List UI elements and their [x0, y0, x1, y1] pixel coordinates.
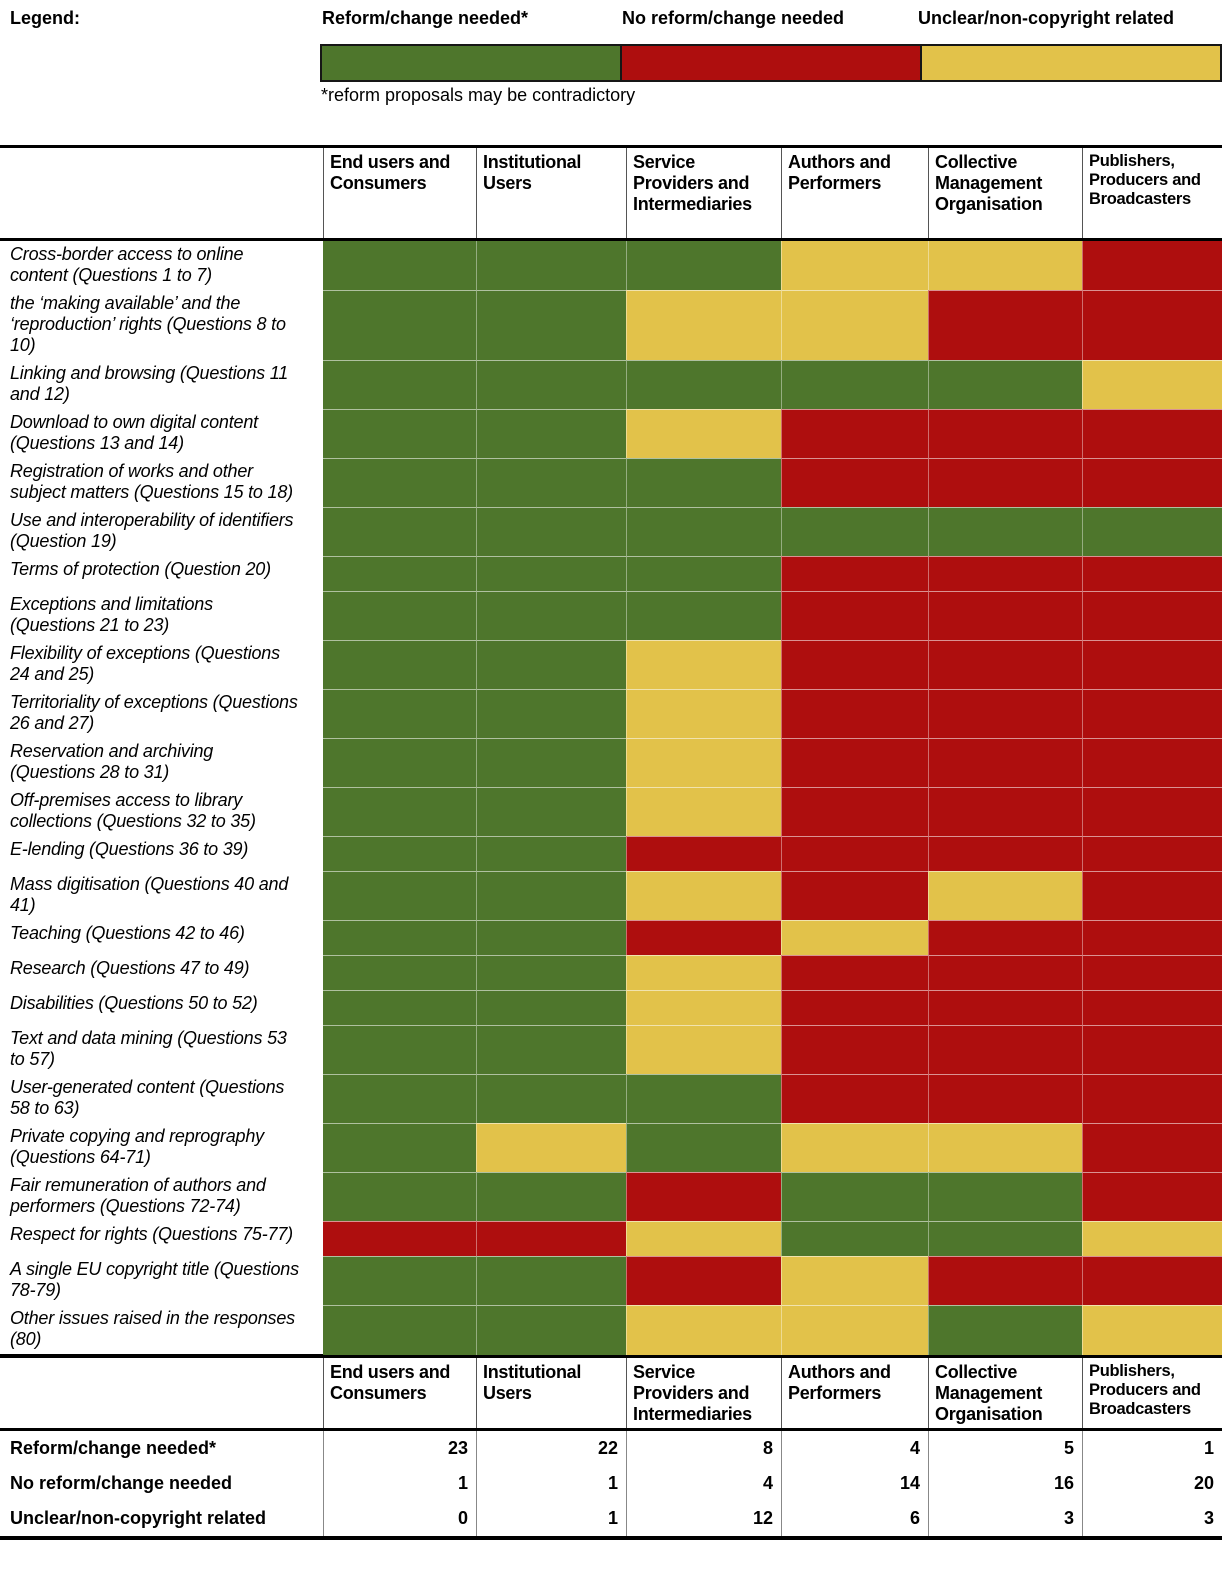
- heatmap-cell: [1082, 640, 1222, 690]
- row-label: Exceptions and limitations (Questions 21 to 23): [10, 594, 213, 635]
- heatmap-cell: [476, 241, 626, 290]
- heatmap-cell: [323, 1221, 476, 1257]
- heatmap-cell: [1082, 241, 1222, 290]
- heatmap-cell: [626, 1123, 781, 1173]
- heatmap-cell: [323, 360, 476, 410]
- heatmap-cell: [781, 458, 928, 508]
- heatmap-row: [0, 556, 1222, 591]
- row-label: Mass digitisation (Questions 40 and 41): [10, 874, 289, 915]
- heatmap-cell: [476, 1172, 626, 1222]
- summary-value: 3: [928, 1501, 1082, 1536]
- heatmap-cell: [323, 458, 476, 508]
- heatmap-cell: [928, 241, 1082, 290]
- row-label: Reservation and archiving (Questions 28 to 31): [10, 741, 214, 782]
- heatmap-row: [0, 920, 1222, 955]
- column-header: Institutional Users: [476, 1358, 626, 1428]
- heatmap-cell: [781, 1172, 928, 1222]
- summary-value: 16: [928, 1466, 1082, 1501]
- heatmap-cell: [1082, 871, 1222, 921]
- heatmap-cell: [626, 787, 781, 837]
- heatmap-row: [0, 409, 1222, 458]
- heatmap-cell: [928, 1221, 1082, 1257]
- row-label: Flexibility of exceptions (Questions 24 and 25): [10, 643, 280, 684]
- heatmap-cell: [476, 640, 626, 690]
- heatmap-table: [0, 145, 1222, 1540]
- heatmap-cell: [626, 507, 781, 557]
- heatmap-cell: [323, 640, 476, 690]
- heatmap-row: [0, 458, 1222, 507]
- heatmap-cell: [1082, 1221, 1222, 1257]
- heatmap-row: [0, 290, 1222, 360]
- heatmap-cell: [626, 640, 781, 690]
- heatmap-cell: [1082, 920, 1222, 956]
- heatmap-row: [0, 738, 1222, 787]
- heatmap-row: [0, 507, 1222, 556]
- summary-row: [0, 1431, 1222, 1466]
- summary-value: 3: [1082, 1501, 1222, 1536]
- heatmap-cell: [626, 458, 781, 508]
- heatmap-row: [0, 1025, 1222, 1074]
- heatmap-cell: [928, 1305, 1082, 1355]
- heatmap-cell: [323, 738, 476, 788]
- heatmap-cell: [1082, 1172, 1222, 1222]
- heatmap-row: [0, 990, 1222, 1025]
- heatmap-cell: [781, 290, 928, 361]
- row-label: Private copying and reprography (Questions 64-71): [10, 1126, 264, 1167]
- heatmap-cell: [626, 955, 781, 991]
- summary-row-label: Reform/change needed*: [10, 1438, 217, 1458]
- heatmap-cell: [323, 990, 476, 1026]
- heatmap-row: [0, 360, 1222, 409]
- heatmap-cell: [928, 591, 1082, 641]
- summary-row: [0, 1501, 1222, 1536]
- heatmap-cell: [928, 920, 1082, 956]
- legend-footnote: *reform proposals may be contradictory: [321, 85, 636, 105]
- row-label: Respect for rights (Questions 75-77): [10, 1224, 293, 1244]
- heatmap-cell: [1082, 360, 1222, 410]
- heatmap-cell: [626, 360, 781, 410]
- column-header-row-top: [0, 148, 1222, 238]
- heatmap-row: [0, 1123, 1222, 1172]
- heatmap-cell: [928, 738, 1082, 788]
- heatmap-cell: [928, 640, 1082, 690]
- row-label: Fair remuneration of authors and performers (Questions 72-74): [10, 1175, 266, 1216]
- heatmap-cell: [323, 787, 476, 837]
- legend-label-unclear: Unclear/non-copyright related: [918, 8, 1175, 28]
- heatmap-cell: [323, 1305, 476, 1355]
- heatmap-cell: [781, 591, 928, 641]
- heatmap-cell: [323, 1172, 476, 1222]
- row-label: Teaching (Questions 42 to 46): [10, 923, 245, 943]
- row-label: Terms of protection (Question 20): [10, 559, 271, 579]
- heatmap-cell: [476, 1123, 626, 1173]
- heatmap-cell: [781, 990, 928, 1026]
- heatmap-cell: [1082, 990, 1222, 1026]
- heatmap-cell: [781, 409, 928, 459]
- heatmap-cell: [323, 1256, 476, 1306]
- heatmap-cell: [1082, 591, 1222, 641]
- heatmap-cell: [928, 409, 1082, 459]
- heatmap-cell: [928, 458, 1082, 508]
- row-label: Text and data mining (Questions 53 to 57): [10, 1028, 287, 1069]
- heatmap-cell: [928, 787, 1082, 837]
- heatmap-cell: [476, 955, 626, 991]
- heatmap-cell: [1082, 409, 1222, 459]
- heatmap-cell: [476, 689, 626, 739]
- heatmap-cell: [476, 738, 626, 788]
- heatmap-cell: [626, 1074, 781, 1124]
- heatmap-cell: [1082, 1074, 1222, 1124]
- heatmap-cell: [781, 738, 928, 788]
- heatmap-cell: [626, 409, 781, 459]
- heatmap-cell: [1082, 955, 1222, 991]
- column-header: Service Providers and Intermediaries: [626, 1358, 781, 1428]
- row-label: Cross-border access to online content (Questions 1 to 7): [10, 244, 244, 285]
- legend-swatch-no-reform: [620, 46, 920, 80]
- column-header: Authors and Performers: [781, 1358, 928, 1428]
- heatmap-cell: [626, 738, 781, 788]
- heatmap-cell: [928, 1074, 1082, 1124]
- heatmap-row: [0, 1256, 1222, 1305]
- heatmap-cell: [476, 507, 626, 557]
- heatmap-cell: [781, 689, 928, 739]
- column-header: Authors and Performers: [781, 148, 928, 238]
- heatmap-cell: [928, 836, 1082, 872]
- heatmap-cell: [781, 241, 928, 290]
- row-label: Disabilities (Questions 50 to 52): [10, 993, 258, 1013]
- heatmap-row: [0, 787, 1222, 836]
- heatmap-cell: [323, 591, 476, 641]
- heatmap-cell: [1082, 1025, 1222, 1075]
- summary-value: 6: [781, 1501, 928, 1536]
- heatmap-cell: [626, 871, 781, 921]
- heatmap-cell: [781, 1123, 928, 1173]
- heatmap-cell: [476, 458, 626, 508]
- heatmap-cell: [323, 241, 476, 290]
- heatmap-cell: [626, 290, 781, 361]
- heatmap-cell: [626, 1305, 781, 1355]
- column-header-row-bottom: [0, 1358, 1222, 1428]
- heatmap-cell: [323, 955, 476, 991]
- legend-label-no-reform: No reform/change needed: [622, 8, 845, 28]
- legend-title: Legend:: [10, 8, 80, 28]
- summary-value: 1: [323, 1466, 476, 1501]
- heatmap-cell: [781, 787, 928, 837]
- heatmap-cell: [1082, 787, 1222, 837]
- row-label: Other issues raised in the responses (80): [10, 1308, 295, 1349]
- heatmap-cell: [781, 1305, 928, 1355]
- heatmap-cell: [928, 955, 1082, 991]
- summary-value: 20: [1082, 1466, 1222, 1501]
- column-header: End users and Consumers: [323, 1358, 476, 1428]
- summary-row-label: Unclear/non-copyright related: [10, 1508, 267, 1528]
- heatmap-cell: [781, 640, 928, 690]
- row-label: E-lending (Questions 36 to 39): [10, 839, 249, 859]
- summary-value: 12: [626, 1501, 781, 1536]
- heatmap-cell: [781, 360, 928, 410]
- row-label: User-generated content (Questions 58 to 63): [10, 1077, 285, 1118]
- heatmap-cell: [626, 836, 781, 872]
- heatmap-cell: [476, 1221, 626, 1257]
- column-header: Collective Management Organisation: [928, 148, 1082, 238]
- column-header: Publishers, Producers and Broadcasters: [1082, 1358, 1222, 1428]
- heatmap-cell: [781, 507, 928, 557]
- heatmap-cell: [476, 290, 626, 361]
- row-label: Registration of works and other subject matters (Questions 15 to 18): [10, 461, 293, 502]
- heatmap-cell: [476, 1305, 626, 1355]
- heatmap-cell: [1082, 507, 1222, 557]
- heatmap-row: [0, 1172, 1222, 1221]
- heatmap-cell: [928, 871, 1082, 921]
- heatmap-row: [0, 1074, 1222, 1123]
- summary-value: 22: [476, 1431, 626, 1466]
- legend-label-reform: Reform/change needed*: [322, 8, 529, 28]
- heatmap-cell: [928, 1172, 1082, 1222]
- heatmap-row: [0, 1221, 1222, 1256]
- heatmap-cell: [781, 920, 928, 956]
- heatmap-cell: [476, 409, 626, 459]
- heatmap-cell: [323, 409, 476, 459]
- heatmap-cell: [323, 507, 476, 557]
- summary-row-label: No reform/change needed: [10, 1473, 233, 1493]
- heatmap-row: [0, 871, 1222, 920]
- summary-value: 23: [323, 1431, 476, 1466]
- heatmap-cell: [323, 689, 476, 739]
- heatmap-cell: [1082, 689, 1222, 739]
- heatmap-cell: [323, 1025, 476, 1075]
- heatmap-cell: [928, 990, 1082, 1026]
- heatmap-cell: [626, 241, 781, 290]
- row-label: Off-premises access to library collections (Questions 32 to 35): [10, 790, 256, 831]
- heatmap-cell: [928, 689, 1082, 739]
- legend-swatch-unclear: [920, 46, 1220, 80]
- heatmap-cell: [626, 1221, 781, 1257]
- row-label: Territoriality of exceptions (Questions 26 and 27): [10, 692, 298, 733]
- heatmap-cell: [781, 836, 928, 872]
- heatmap-cell: [476, 871, 626, 921]
- column-header: Collective Management Organisation: [928, 1358, 1082, 1428]
- heatmap-cell: [1082, 738, 1222, 788]
- heatmap-cell: [323, 290, 476, 361]
- column-header: Publishers, Producers and Broadcasters: [1082, 148, 1222, 238]
- summary-value: 4: [781, 1431, 928, 1466]
- row-label: Download to own digital content (Questions 13 and 14): [10, 412, 258, 453]
- row-label: Use and interoperability of identifiers (Question 19): [10, 510, 294, 551]
- heatmap-cell: [476, 1074, 626, 1124]
- heatmap-cell: [626, 990, 781, 1026]
- summary-value: 1: [1082, 1431, 1222, 1466]
- heatmap-cell: [323, 871, 476, 921]
- heatmap-cell: [781, 955, 928, 991]
- heatmap-cell: [626, 920, 781, 956]
- heatmap-cell: [1082, 1123, 1222, 1173]
- row-label: A single EU copyright title (Questions 78-79): [10, 1259, 299, 1300]
- heatmap-cell: [1082, 556, 1222, 592]
- row-label: Research (Questions 47 to 49): [10, 958, 250, 978]
- heatmap-row: [0, 836, 1222, 871]
- heatmap-cell: [323, 1074, 476, 1124]
- heatmap-row: [0, 241, 1222, 290]
- heatmap-row: [0, 689, 1222, 738]
- heatmap-row: [0, 1305, 1222, 1354]
- legend-swatch-reform: [322, 46, 620, 80]
- heatmap-cell: [626, 1172, 781, 1222]
- summary-value: 8: [626, 1431, 781, 1466]
- heatmap-cell: [928, 1123, 1082, 1173]
- heatmap-row: [0, 955, 1222, 990]
- heatmap-cell: [1082, 458, 1222, 508]
- heatmap-cell: [476, 591, 626, 641]
- heatmap-cell: [323, 1123, 476, 1173]
- heatmap-row: [0, 640, 1222, 689]
- heatmap-cell: [626, 1256, 781, 1306]
- row-label: the ‘making available’ and the ‘reproduction’ rights (Questions 8 to 10): [10, 293, 286, 355]
- column-header: Institutional Users: [476, 148, 626, 238]
- column-header: Service Providers and Intermediaries: [626, 148, 781, 238]
- heatmap-cell: [781, 1256, 928, 1306]
- row-label: Linking and browsing (Questions 11 and 12): [10, 363, 289, 404]
- summary-value: 5: [928, 1431, 1082, 1466]
- summary-row: [0, 1466, 1222, 1501]
- heatmap-cell: [928, 1025, 1082, 1075]
- summary-value: 4: [626, 1466, 781, 1501]
- heatmap-cell: [928, 507, 1082, 557]
- heatmap-cell: [626, 689, 781, 739]
- heatmap-cell: [626, 591, 781, 641]
- heatmap-cell: [781, 556, 928, 592]
- legend-color-bar: [320, 44, 1222, 82]
- heatmap-cell: [476, 920, 626, 956]
- summary-value: 14: [781, 1466, 928, 1501]
- heatmap-cell: [476, 360, 626, 410]
- heatmap-cell: [476, 990, 626, 1026]
- heatmap-cell: [781, 871, 928, 921]
- heatmap-cell: [781, 1074, 928, 1124]
- heatmap-cell: [476, 1256, 626, 1306]
- heatmap-cell: [476, 787, 626, 837]
- heatmap-body: [0, 241, 1222, 1354]
- summary-value: 1: [476, 1466, 626, 1501]
- heatmap-cell: [928, 290, 1082, 361]
- rule-bottom: [0, 1536, 1222, 1540]
- heatmap-cell: [781, 1221, 928, 1257]
- heatmap-cell: [323, 836, 476, 872]
- heatmap-cell: [781, 1025, 928, 1075]
- heatmap-cell: [1082, 836, 1222, 872]
- heatmap-row: [0, 591, 1222, 640]
- heatmap-cell: [476, 836, 626, 872]
- summary-value: 0: [323, 1501, 476, 1536]
- heatmap-cell: [928, 360, 1082, 410]
- header-spacer: [0, 148, 323, 238]
- heatmap-cell: [928, 556, 1082, 592]
- heatmap-cell: [626, 556, 781, 592]
- heatmap-cell: [1082, 1305, 1222, 1355]
- heatmap-cell: [626, 1025, 781, 1075]
- header-spacer: [0, 1358, 323, 1428]
- column-header: End users and Consumers: [323, 148, 476, 238]
- summary-value: 1: [476, 1501, 626, 1536]
- heatmap-cell: [476, 556, 626, 592]
- heatmap-cell: [323, 920, 476, 956]
- heatmap-cell: [323, 556, 476, 592]
- heatmap-cell: [1082, 1256, 1222, 1306]
- heatmap-cell: [1082, 290, 1222, 361]
- summary-section: [0, 1431, 1222, 1536]
- heatmap-cell: [928, 1256, 1082, 1306]
- heatmap-cell: [476, 1025, 626, 1075]
